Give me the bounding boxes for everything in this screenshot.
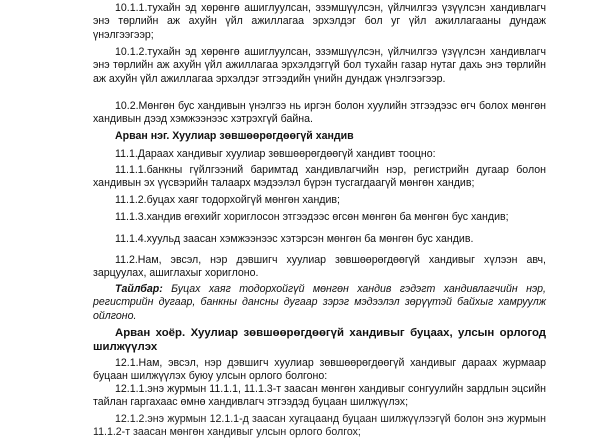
clause-11-1-1: 11.1.1.банкны гүйлгээний баримтад хандивлагчийн нэр, регистрийн дугаар болон хандивын эх үүсвэрийн талаарх мэдээлэл бүрэн тусгагдаагүй мөнгөн хандив; [93,164,546,190]
section-11-heading: Арван нэг. Хуулиар зөвшөөрөгдөөгүй хандив [115,130,354,142]
clause-10-1-2: 10.1.2.тухайн эд хөрөнгө ашиглуулсан, эзэмшүүлсэн, үйлчилгээ үзүүлсэн хандивлагч энэ төрлийн аж ахуйн үйл ажиллагаа эрхэлдэггүй бол тухайн газар нутаг дахь энэ төрлийн аж ахуйн үйл ажиллагаа эрхэлдэг этгээдийн үнийн дундаж үнэлгээгээр. [93,46,546,85]
clause-10-1-1: 10.1.1.тухайн эд хөрөнгө ашиглуулсан, эзэмшүүлсэн, үйлчилгээ үзүүлсэн хандивлагч энэ төрлийн аж ахуйн үйл ажиллагаа эрхэлдэг бол уг үйл ажиллагааны дундаж үнэлгээгээр; [93,2,546,41]
clause-11-1-2: 11.1.2.буцах хаяг тодорхойгүй мөнгөн хандив; [115,194,340,206]
note-label: Тайлбар: [115,283,163,295]
note-paragraph [93,283,546,323]
clause-11-2: 11.2.Нам, эвсэл, нэр дэвшигч хуулиар зөвшөөрөгдөөгүй хандивыг хүлээн авч, зарцуулах, ашиглахыг хориглоно. [93,254,546,280]
section-12-heading: Арван хоёр. Хуулиар зөвшөөрөгдөөгүй хандивыг буцаах, улсын орлогод шилжүүлэх [93,327,546,353]
clause-12-1: 12.1.Нам, эвсэл, нэр дэвшигч хуулиар зөвшөөрөгдөөгүй хандивыг дараах журмаар буцаан шилжүүлэх буюу улсын орлого болгоно: [93,357,546,383]
clause-12-1-1: 12.1.1.энэ журмын 11.1.1, 11.1.3-т заасан мөнгөн хандивыг сонгуулийн зардлын эцсийн тайлан гаргахаас өмнө хандивлагч этгээдэд буцаан шилжүүлэх; [93,383,546,409]
clause-10-2: 10.2.Мөнгөн бус хандивын үнэлгээ нь иргэн болон хуулийн этгээдээс өгч болох мөнгөн хандивын дээд хэмжээнээс хэтрэхгүй байна. [93,100,546,126]
clause-11-1: 11.1.Дараах хандивыг хуулиар зөвшөөрөгдөөгүй хандивт тооцно: [115,148,436,160]
clause-12-1-2: 12.1.2.энэ журмын 12.1.1-д заасан хугацаанд буцаан шилжүүлээгүй болон энэ журмын 11.1.2-т заасан мөнгөн хандивыг улсын орлого болгох; [93,413,546,439]
note-text: Буцах хаяг тодорхойгүй мөнгөн хандив гэдэгт хандивлагчийн нэр, регистрийн дугаар, банкны дансны дугаар зэрэг мэдээлэл зөрүүтэй байхыг хамруулж ойлгоно. [93,283,546,322]
clause-11-1-4: 11.1.4.хуульд заасан хэмжээнээс хэтэрсэн мөнгөн ба мөнгөн бус хандив. [115,233,474,245]
clause-11-1-3: 11.1.3.хандив өгөхийг хориглосон этгээдээс өгсөн мөнгөн ба мөнгөн бус хандив; [115,211,509,223]
